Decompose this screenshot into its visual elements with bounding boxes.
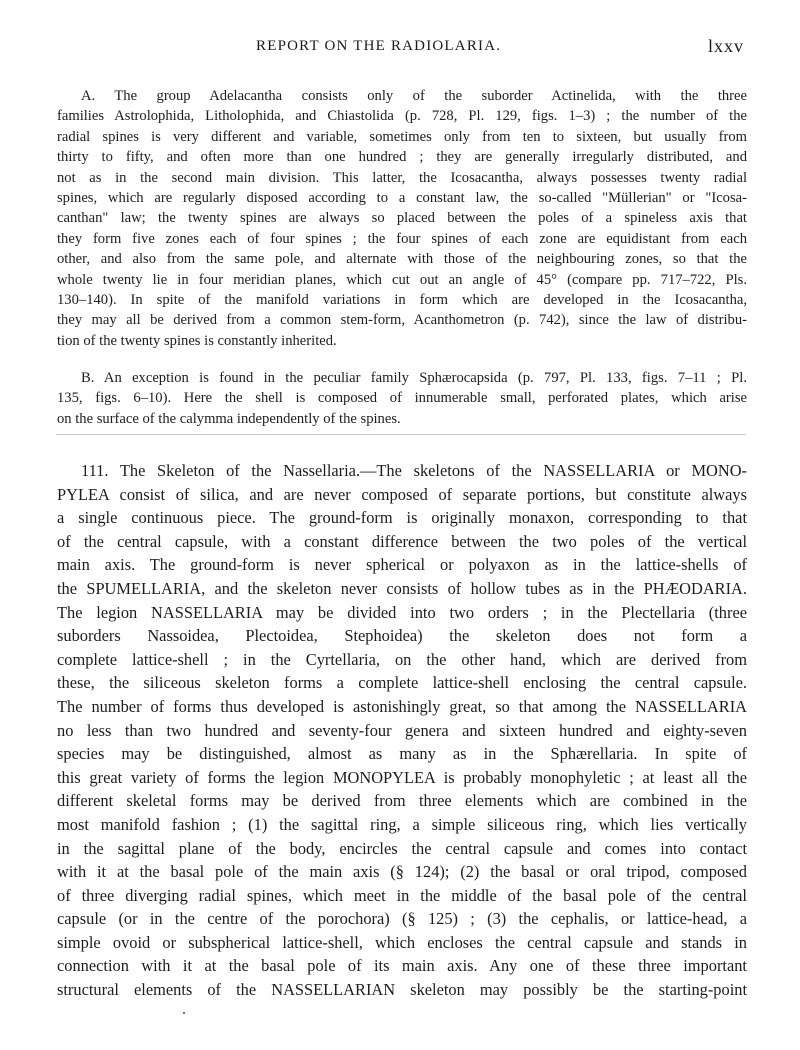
text-line: with it at the basal pole of the main axis (§ 124); (2) the basal or oral tripod, composed [57, 862, 747, 882]
text-line: whole twenty lie in four meridian planes, which cut out an angle of 45° (compare pp. 717–722, Pls. [57, 271, 747, 288]
text-line: this great variety of forms the legion MONOPYLEA is probably monophyletic ; at least all the [57, 767, 747, 787]
text-line: most manifold fashion ; (1) the sagittal ring, a simple siliceous ring, which lies vertically [57, 814, 747, 834]
page-header [56, 38, 744, 62]
text-line: The number of forms thus developed is astonishingly great, so that among the NASSELLARIA [57, 696, 747, 716]
text-line: 130–140). In spite of the manifold variations in form which are developed in the Icosacantha, [57, 292, 747, 309]
text-line: simple ovoid or subspherical lattice-shell, which encloses the central capsule and stands in [57, 932, 747, 952]
text-line: 135, figs. 6–10). Here the shell is composed of innumerable small, perforated plates, which arise [57, 390, 747, 407]
text-line: on the surface of the calymma independently of the spines. [57, 410, 401, 427]
text-line: suborders Nassoidea, Plectoidea, Stephoidea) the skeleton does not form a [57, 626, 747, 646]
text-line: of the central capsule, with a constant difference between the two poles of the vertical [57, 531, 747, 551]
text-line: they form five zones each of four spines ; the four spines of each zone are equidistant from each [57, 230, 747, 247]
text-line: the SPUMELLARIA, and the skeleton never consists of hollow tubes as in the PHÆODARIA. [57, 578, 747, 598]
section-divider [56, 434, 746, 435]
text-line: these, the siliceous skeleton forms a complete lattice-shell enclosing the central capsule. [57, 673, 747, 693]
running-title: REPORT ON THE RADIOLARIA. [256, 38, 502, 54]
text-line: A. The group Adelacantha consists only of the suborder Actinelida, with the three [81, 88, 747, 104]
text-line: complete lattice-shell ; in the Cyrtellaria, on the other hand, which are derived from [57, 649, 747, 669]
text-line: capsule (or in the centre of the porochora) (§ 125) ; (3) the cephalis, or lattice-head, a [57, 909, 747, 929]
text-line: B. An exception is found in the peculiar family Sphærocapsida (p. 797, Pl. 133, figs. 7–11 ; Pl. [81, 370, 747, 386]
page-number: lxxv [707, 36, 744, 56]
text-line: thirty to fifty, and often more than one hundred ; they are generally irregularly distributed, and [57, 149, 747, 166]
text-line: a single continuous piece. The ground-form is originally monaxon, corresponding to that [57, 508, 747, 528]
text-line: in the sagittal plane of the body, encircles the central capsule and comes into contact [57, 838, 747, 858]
text-line: other, and also from the same pole, and alternate with those of the neighbouring zones, so that the [57, 251, 747, 268]
text-line: The legion NASSELLARIA may be divided into two orders ; in the Plectellaria (three [57, 602, 747, 622]
section-heading-line: 111. The Skeleton of the Nassellaria.—The skeletons of the NASSELLARIA or MONO- [81, 461, 747, 480]
text-line: no less than two hundred and seventy-four genera and sixteen hundred and eighty-seven [57, 720, 747, 740]
text-line: connection with it at the basal pole of its main axis. Any one of these three important [57, 956, 747, 976]
print-speck [183, 1012, 185, 1014]
text-line: species may be distinguished, almost as many as in the Sphærellaria. In spite of [57, 744, 747, 764]
text-line: radial spines is very different and variable, sometimes only from ten to sixteen, but usually from [57, 128, 747, 145]
text-line: spines, which are regularly disposed according to a constant law, the so-called "Müllerian" or "Icosa- [57, 190, 747, 207]
text-line: of three diverging radial spines, which meet in the middle of the basal pole of the central [57, 885, 747, 905]
text-line: structural elements of the NASSELLARIAN skeleton may possibly be the starting-point [57, 980, 747, 1000]
paragraph-b [57, 368, 747, 429]
text-line: PYLEA consist of silica, and are never composed of separate portions, but constitute always [57, 484, 747, 504]
text-line: families Astrolophida, Litholophida, and Chiastolida (p. 728, Pl. 129, figs. 1–3) ; the number of the [57, 108, 747, 125]
section-111-skeleton-of-nassellaria [57, 459, 747, 1002]
text-line: not as in the second main division. This latter, the Icosacantha, always possesses twenty radial [57, 169, 747, 186]
text-line: tion of the twenty spines is constantly inherited. [57, 332, 337, 349]
text-line: they may all be derived from a common stem-form, Acanthometron (p. 742), since the law of distribu- [57, 312, 747, 329]
text-line: main axis. The ground-form is never spherical or polyaxon as in the lattice-shells of [57, 555, 747, 575]
paragraph-a [57, 86, 747, 351]
text-line: different skeletal forms may be derived from three elements which are combined in the [57, 791, 747, 811]
text-line: canthan" law; the twenty spines are always so placed between the poles of a spineless axis that [57, 210, 747, 227]
